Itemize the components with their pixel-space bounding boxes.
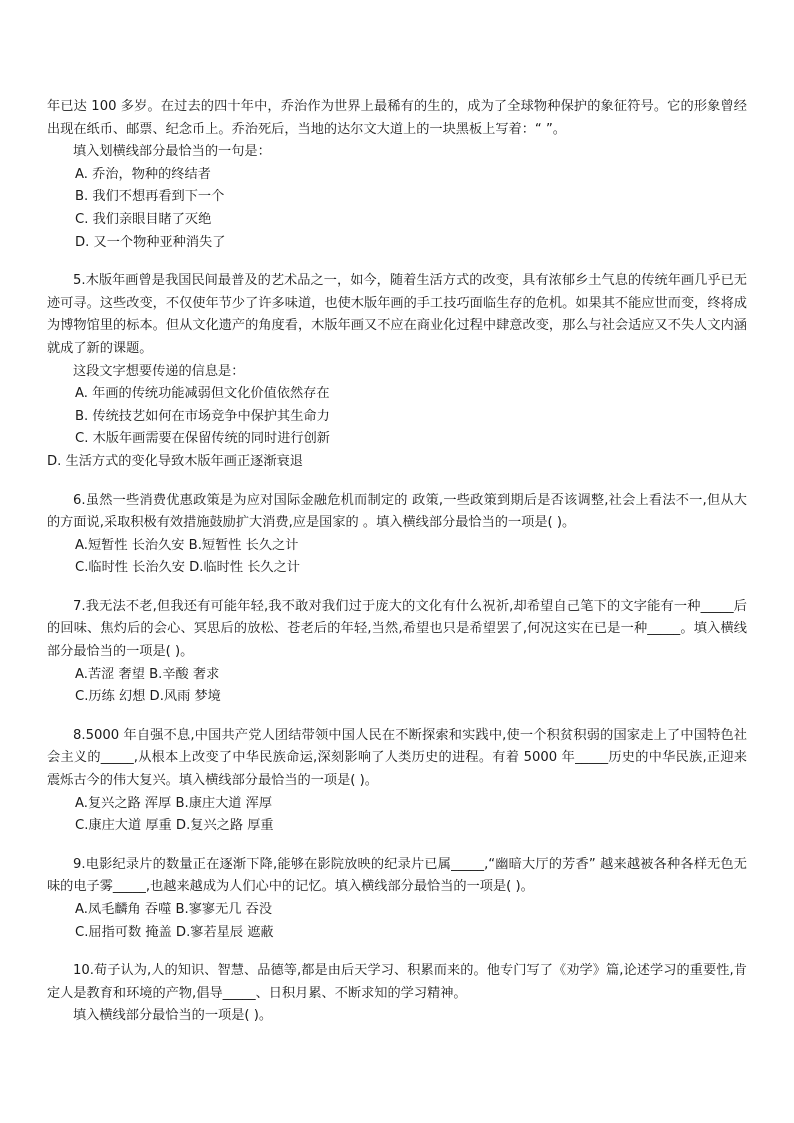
passage-9: 9.电影纪录片的数量正在逐渐下降,能够在影院放映的纪录片已属_____,“幽暗大厅的芳香” 越来越被各种各样无色无味的电子雾_____,也越来越成为人们心中的记忆。填入横线部分最恰当的一项是( )。 [47, 856, 747, 895]
option-6-row1: A.短暂性 长治久安 B.短暂性 长久之计 [75, 537, 299, 553]
option-9-row2: C.屈指可数 掩盖 D.寥若星辰 遮蔽 [75, 924, 274, 940]
spacer [47, 254, 747, 270]
passage-10: 10.荀子认为,人的知识、智慧、品德等,都是由后天学习、积累而来的。他专门写了《劝学》篇,论述学习的重要性,肯定人是教育和环境的产物,倡导_____、日积月累、不断求知的学习精神。 [47, 963, 747, 1001]
option-4a: A. 乔治，物种的终结者 [75, 166, 211, 182]
passage-8: 8.5000 年自强不息,中国共产党人团结带领中国人民在不断探索和实践中,使一个积贫积弱的国家走上了中国特色社会主义的_____,从根本上改变了中华民族命运,深刻影响了人类历史的进程。有着 5000 年_____历史的中华民族,正迎来震烁古今的伟大复兴。填入横线部分最恰当的一项是( )。 [47, 727, 747, 789]
question-5-prompt: 这段文字想要传递的信息是： [73, 363, 245, 379]
spacer [47, 838, 747, 854]
passage-4: 年已达 100 多岁。在过去的四十年中，乔治作为世界上最稀有的生的，成为了全球物种保护的象征符号。它的形象曾经出现在纸币、邮票、纪念币上。乔治死后，当地的达尔文大道上的一块黑板上写着：“ ”。 [47, 99, 747, 137]
option-5b: B. 传统技艺如何在市场竞争中保护其生命力 [75, 408, 330, 424]
option-7-row1: A.苦涩 奢望 B.辛酸 奢求 [75, 666, 220, 682]
document-page [47, 96, 747, 1028]
option-6-row2: C.临时性 长治久安 D.临时性 长久之计 [75, 560, 300, 576]
option-5c: C. 木版年画需要在保留传统的同时进行创新 [75, 431, 330, 447]
spacer [47, 474, 747, 490]
option-8-row2: C.康庄大道 厚重 D.复兴之路 厚重 [75, 818, 274, 834]
spacer [47, 944, 747, 960]
question-4-prompt: 填入划横线部分最恰当的一句是： [73, 144, 271, 160]
option-8-row1: A.复兴之路 浑厚 B.康庄大道 浑厚 [75, 795, 273, 811]
option-4d: D. 又一个物种亚种消失了 [75, 234, 226, 250]
option-4c: C. 我们亲眼目睹了灭绝 [75, 211, 212, 227]
spacer [47, 709, 747, 725]
option-9-row1: A.凤毛麟角 吞噬 B.寥寥无几 吞没 [75, 902, 273, 917]
option-4b: B. 我们不想再看到下一个 [75, 189, 225, 205]
question-10-prompt: 填入横线部分最恰当的一项是( )。 [73, 1008, 273, 1024]
passage-5: 5.木版年画曾是我国民间最普及的艺术品之一，如今，随着生活方式的改变，具有浓郁乡土气息的传统年画几乎已无迹可寻。这些改变，不仅使年节少了许多味道，也使木版年画的手工技巧面临生存的危机。如果其不能应世而变，终将成为博物馆里的标本。但从文化遗产的角度看，木版年画又不应在商业化过程中肆意改变，那么与社会适应又不失人文内涵就成了新的课题。 [47, 273, 747, 356]
passage-7: 7.我无法不老,但我还有可能年轻,我不敢对我们过于庞大的文化有什么祝祈,却希望自己笔下的文字能有一种_____后的回味、焦灼后的会心、冥思后的放松、苍老后的年轻,当然,希望也只是希望罢了,何况这实在已是一种_____。填入横线部分最恰当的一项是( )。 [47, 598, 747, 660]
option-7-row2: C.历练 幻想 D.风雨 梦境 [75, 689, 221, 705]
spacer [47, 580, 747, 596]
option-5d: D. 生活方式的变化导致木版年画正逐渐衰退 [47, 453, 303, 469]
passage-6: 6.虽然一些消费优惠政策是为应对国际金融危机而制定的 政策,一些政策到期后是否该调整,社会上看法不一,但从大的方面说,采取积极有效措施鼓励扩大消费,应是国家的 。填入横线部分最恰当的一项是( )。 [47, 492, 747, 531]
option-5a: A. 年画的传统功能减弱但文化价值依然存在 [75, 386, 330, 402]
